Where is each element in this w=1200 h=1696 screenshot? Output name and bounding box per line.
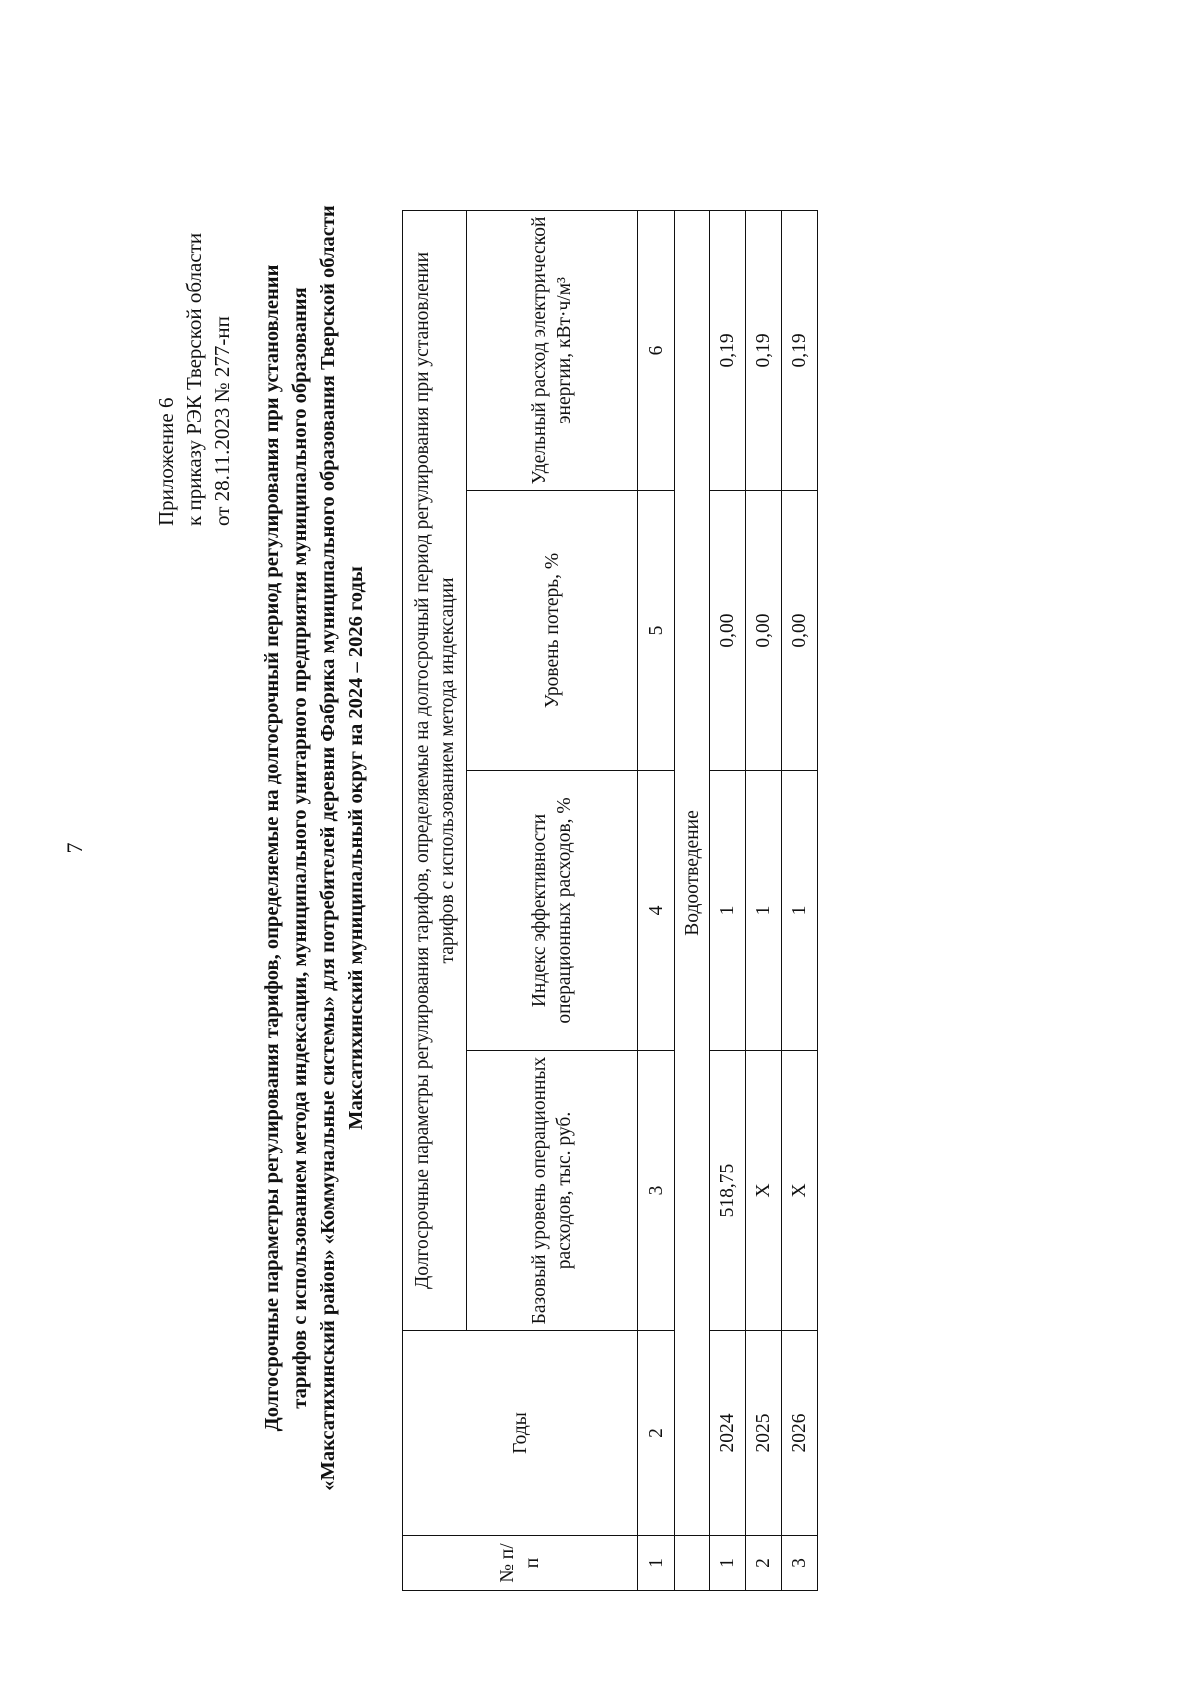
column-number: 2 — [638, 1331, 675, 1536]
column-number: 4 — [638, 771, 675, 1051]
row-energy-consumption: 0,19 — [782, 210, 818, 490]
header-base-opex: Базовый уровень операционных расходов, тыс. руб. — [467, 1051, 638, 1331]
title-line: «Максатихинский район» «Коммунальные системы» для потребителей деревни Фабрика муниципального образования Тверской области — [317, 205, 339, 1491]
header-energy-consumption: Удельный расход электрической энергии, кВт·ч/м³ — [467, 210, 638, 490]
header-loss-level: Уровень потерь, % — [467, 491, 638, 771]
row-number: 1 — [710, 1536, 746, 1591]
document-title — [258, 60, 370, 1636]
row-efficiency-index: 1 — [710, 771, 746, 1051]
appendix-line: Приложение 6 — [154, 397, 178, 526]
row-base-opex: Х — [746, 1051, 782, 1331]
column-number: 3 — [638, 1051, 675, 1331]
table-row — [746, 210, 782, 1590]
appendix-line: от 28.11.2023 № 277-нп — [210, 316, 234, 526]
row-year: 2024 — [710, 1331, 746, 1536]
row-base-opex: Х — [782, 1051, 818, 1331]
appendix-header — [152, 86, 236, 526]
row-energy-consumption: 0,19 — [710, 210, 746, 490]
row-number: 2 — [746, 1536, 782, 1591]
row-efficiency-index: 1 — [782, 771, 818, 1051]
row-loss-level: 0,00 — [710, 491, 746, 771]
parameters-table — [402, 210, 818, 1591]
table-row — [710, 210, 746, 1590]
title-line: Максатихинский муниципальный округ на 2024 – 2026 годы — [345, 566, 367, 1130]
row-energy-consumption: 0,19 — [746, 210, 782, 490]
column-numbers-row — [638, 210, 675, 1590]
title-line: Долгосрочные параметры регулирования тарифов, определяемые на долгосрочный период регулирования при установлении — [261, 264, 283, 1432]
row-number: 3 — [782, 1536, 818, 1591]
row-loss-level: 0,00 — [746, 491, 782, 771]
header-group: Долгосрочные параметры регулирования тарифов, определяемые на долгосрочный период регулирования при установлении тарифов с использованием метода индексации — [403, 210, 467, 1330]
row-base-opex: 518,75 — [710, 1051, 746, 1331]
header-efficiency-index: Индекс эффективности операционных расходов, % — [467, 771, 638, 1051]
column-number: 5 — [638, 491, 675, 771]
section-row — [675, 210, 710, 1590]
row-year: 2026 — [782, 1331, 818, 1536]
column-number: 6 — [638, 210, 675, 490]
row-efficiency-index: 1 — [746, 771, 782, 1051]
header-years: Годы — [403, 1331, 638, 1536]
appendix-line: к приказу РЭК Тверской области — [182, 232, 206, 526]
section-title: Водоотведение — [675, 210, 710, 1535]
title-line: тарифов с использованием метода индексации, муниципального унитарного предприятия муниципального образования — [289, 287, 311, 1409]
section-spacer — [675, 1536, 710, 1591]
column-number: 1 — [638, 1536, 675, 1591]
header-row — [403, 210, 467, 1590]
row-loss-level: 0,00 — [782, 491, 818, 771]
header-number: № п/п — [403, 1536, 638, 1591]
page-number: 7 — [62, 842, 87, 854]
row-year: 2025 — [746, 1331, 782, 1536]
table-row — [782, 210, 818, 1590]
